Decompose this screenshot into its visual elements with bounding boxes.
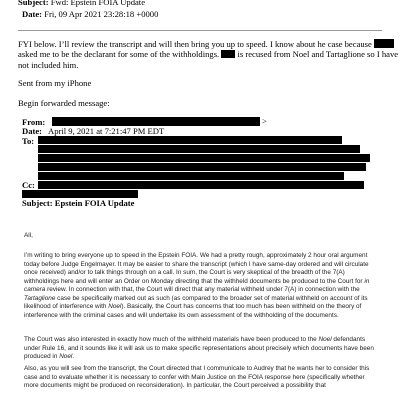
intro-line3: not included him. [18, 59, 79, 70]
sent-from: Sent from my iPhone [18, 78, 92, 88]
body-paragraph-1 [24, 252, 376, 320]
p1-emph-1: in camera [24, 277, 370, 293]
header-subject-value: Fwd: Epstein FOIA Update [50, 0, 146, 7]
p1-text-3: case be specifically marked out as such (as compared to the broader set of material withheld on account of its likelihood of interference with [24, 294, 368, 310]
redaction-box [38, 154, 370, 162]
redaction-box [38, 172, 344, 180]
header-date-value: Fri, 09 Apr 2021 23:28:18 +0000 [44, 9, 159, 19]
header-date-label: Date: [22, 9, 43, 19]
body-paragraph-2 [24, 336, 376, 362]
p1-text-1: I’m writing to bring everyone up to speed in the Epstein FOIA. We had a pretty rough, approximately 2 hour oral argument today before Judge Engelmayer. It may be easier to share the transcript (which I have same-day ordered and will circulate once received) and/or to talk things through on a call. In sum, the Court is very skeptical of the breadth of the 7(A) withholdings here and will enter an Order on Monday directing that the withheld documents be produced to the Court for [24, 252, 369, 285]
fwd-subject-line [22, 198, 134, 208]
fwd-cc-label: Cc: [22, 180, 35, 190]
fwd-from-label: From: [22, 117, 46, 127]
p2-emph-1: Noel [318, 336, 332, 343]
redaction-box [22, 190, 138, 198]
p2-text-1: The Court was also interested in exactly how much of the withheld materials have been produced to the [24, 336, 319, 343]
redaction-box [38, 181, 364, 189]
intro-line1: FYI below. I’ll review the transcript and will then bring you up to speed. I know about he case because [18, 39, 372, 49]
header-date-line [22, 9, 158, 19]
begin-forwarded: Begin forwarded message: [18, 98, 110, 108]
fwd-date-value: April 9, 2021 at 7:21:47 PM EDT [48, 126, 165, 136]
intro-line2b: is recused from Noel and Tartaglione so I have [237, 49, 399, 60]
p1-emph-2: Tartaglione [24, 294, 56, 302]
header-subject-line [18, 0, 145, 7]
header-subject-label: Subject: [18, 0, 49, 7]
p1-text-2: review. In connection with that, the Court will direct that any material withheld under 7(A) in connection with the [45, 286, 360, 293]
fwd-subject-label: Subject: [22, 198, 53, 208]
redaction-box [52, 117, 260, 126]
redaction-box [38, 163, 366, 171]
header-divider [18, 30, 382, 31]
fwd-subject-value: Epstein FOIA Update [54, 198, 135, 208]
p1-text-4: ). Basically, the Court has concerns that too much has been withheld on the theory of interference with the criminal cases and will undertake its own assessment of the withholding of the documents. [24, 303, 362, 319]
p2-text-3: . [72, 353, 75, 360]
fwd-to-label: To: [22, 136, 35, 146]
fwd-from-suffix: > [262, 116, 267, 126]
p2-text-2: defendants under Rule 16, and it sounds like it will ask us to make specific representations about precisely which documents have been produced in [24, 336, 374, 360]
body-paragraph-3: Also, as you will see from the transcript, the Court directed that I communicate to Audrey that he wants her to consider this case and to evaluate whether it is necessary to confer with Main Justice on the FOIA response here (specifically whether more documents might be produced on reconsideration). In particular, the Court perceived a possibility that [24, 365, 370, 389]
intro-line2a: asked me to be the declarant for some of the withholdings. [18, 49, 220, 60]
intro-paragraph [18, 39, 399, 70]
body-salutation: All, [24, 232, 33, 239]
p2-emph-2: Noel [59, 353, 73, 360]
redaction-box [38, 145, 360, 153]
redaction-box [374, 39, 394, 48]
redaction-box [38, 136, 342, 144]
redaction-box [221, 50, 235, 58]
p1-emph-3: Noel [108, 303, 122, 310]
fwd-date-label: Date: [22, 126, 43, 136]
